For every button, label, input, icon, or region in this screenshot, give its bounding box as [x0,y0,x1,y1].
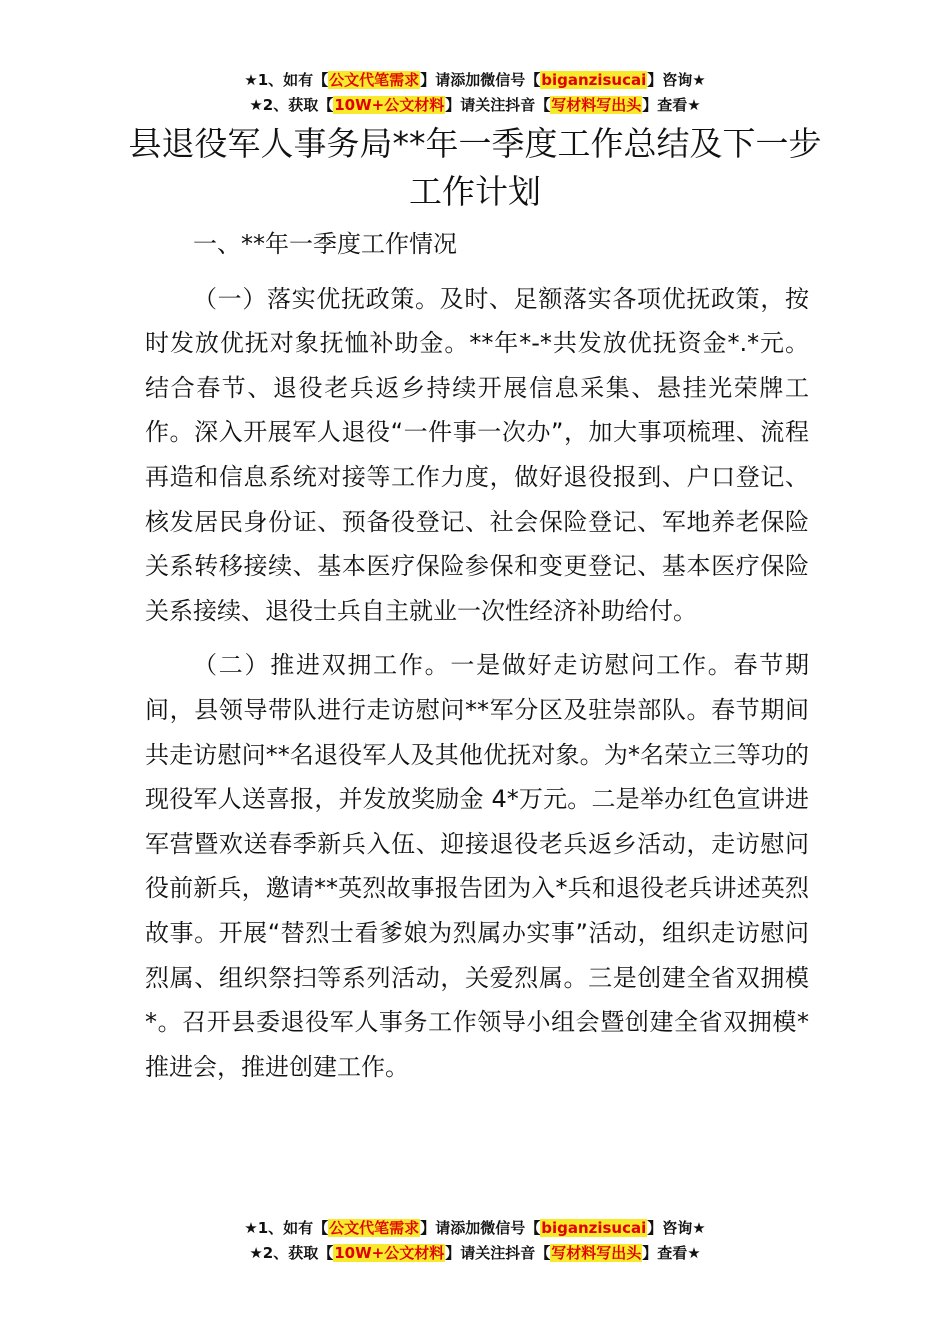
header-banner [0,68,950,118]
paragraph: （一）落实优抚政策。及时、足额落实各项优抚政策，按时发放优抚对象抚恤补助金。**年*-*共发放优抚资金*.*元。结合春节、退役老兵返乡持续开展信息采集、悬挂光荣牌工作。深入开展军人退役“一件事一次办”，加大事项梳理、流程再造和信息系统对接等工作力度，做好退役报到、户口登记、核发居民身份证、预备役登记、社会保险登记、军地养老保险关系转移接续、基本医疗保险参保和变更登记、基本医疗保险关系接续、退役士兵自主就业一次性经济补助给付。 [145,284,809,625]
highlight-text: biganzisucai [541,1219,647,1237]
highlight-text: 写材料写出头 [551,1244,642,1262]
highlight-text: 10W+公文材料 [334,1244,445,1262]
banner-line-2: ★2、获取【10W+公文材料】请关注抖音【写材料写出头】查看★ [249,96,701,114]
highlight-text: biganzisucai [541,71,647,89]
section-heading: 一、**年一季度工作情况 [193,230,457,258]
banner-line-1: ★1、如有【公文代笔需求】请添加微信号【biganzisucai】咨询★ [244,71,706,89]
highlight-text: 公文代笔需求 [329,71,420,89]
paragraph: （二）推进双拥工作。一是做好走访慰问工作。春节期间，县领导带队进行走访慰问**军分区及驻崇部队。春节期间共走访慰问**名退役军人及其他优抚对象。为*名荣立三等功的现役军人送喜报，并发放奖励金 4*万元。二是举办红色宣讲进军营暨欢送春季新兵入伍、迎接退役老兵返乡活动，走访慰问役前新兵，邀请**英烈故事报告团为入*兵和退役老兵讲述英烈故事。开展“替烈士看爹娘为烈属办实事”活动，组织走访慰问烈属、组织祭扫等系列活动，关爱烈属。三是创建全省双拥模*。召开县委退役军人事务工作领导小组会暨创建全省双拥模*推进会，推进创建工作。 [145,651,809,1081]
document-body [145,222,809,1089]
highlight-text: 公文代笔需求 [329,1219,420,1237]
highlight-text: 10W+公文材料 [334,96,445,114]
highlight-text: 写材料写出头 [551,96,642,114]
banner-line-2: ★2、获取【10W+公文材料】请关注抖音【写材料写出头】查看★ [249,1244,701,1262]
document-title: 县退役军人事务局**年一季度工作总结及下一步工作计划 [128,124,822,211]
banner-line-1: ★1、如有【公文代笔需求】请添加微信号【biganzisucai】咨询★ [244,1219,706,1237]
footer-banner [0,1216,950,1266]
